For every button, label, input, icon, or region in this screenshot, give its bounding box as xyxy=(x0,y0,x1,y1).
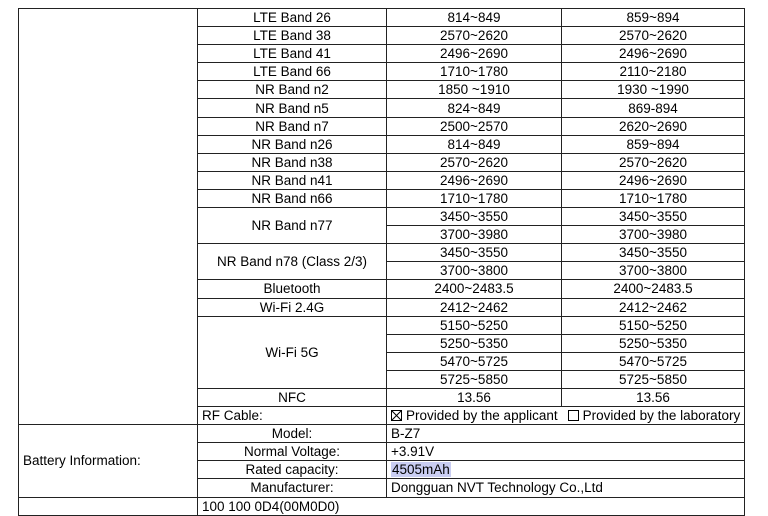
rf-cable-options xyxy=(387,407,745,425)
downlink-range: 3450~3550 xyxy=(562,244,745,262)
downlink-range: 5470~5725 xyxy=(562,352,745,370)
band-name: LTE Band 66 xyxy=(198,63,387,81)
partial-row xyxy=(19,497,745,515)
uplink-range: 13.56 xyxy=(387,388,562,406)
uplink-range: 3450~3550 xyxy=(387,244,562,262)
battery-field-value xyxy=(387,461,745,479)
band-name: LTE Band 38 xyxy=(198,27,387,45)
battery-value-text: Dongguan NVT Technology Co.,Ltd xyxy=(391,480,603,496)
battery-field-label: Rated capacity: xyxy=(198,461,387,479)
partial-value: 100 100 0D4(00M0D0) xyxy=(198,497,745,515)
uplink-range: 814~849 xyxy=(387,9,562,27)
band-name: NR Band n38 xyxy=(198,153,387,171)
uplink-range: 2570~2620 xyxy=(387,153,562,171)
uplink-range: 5725~5850 xyxy=(387,370,562,388)
downlink-range: 5725~5850 xyxy=(562,370,745,388)
downlink-range: 2400~2483.5 xyxy=(562,280,745,298)
rf-cable-label: RF Cable: xyxy=(198,407,387,425)
downlink-range: 5150~5250 xyxy=(562,316,745,334)
spec-table xyxy=(18,8,745,516)
downlink-range: 3700~3980 xyxy=(562,226,745,244)
downlink-range: 1710~1780 xyxy=(562,189,745,207)
uplink-range: 1710~1780 xyxy=(387,63,562,81)
downlink-range: 2110~2180 xyxy=(562,63,745,81)
band-name: NR Band n5 xyxy=(198,99,387,117)
rf-option-laboratory: Provided by the laboratory xyxy=(582,408,741,424)
downlink-range: 2570~2620 xyxy=(562,153,745,171)
downlink-range: 2412~2462 xyxy=(562,298,745,316)
downlink-range: 2496~2690 xyxy=(562,45,745,63)
band-name: LTE Band 41 xyxy=(198,45,387,63)
uplink-range: 2400~2483.5 xyxy=(387,280,562,298)
downlink-range: 869-894 xyxy=(562,99,745,117)
band-name: NR Band n26 xyxy=(198,135,387,153)
battery-field-value xyxy=(387,425,745,443)
band-name: NR Band n66 xyxy=(198,189,387,207)
downlink-range: 3450~3550 xyxy=(562,208,745,226)
uplink-range: 5150~5250 xyxy=(387,316,562,334)
uplink-range: 3700~3800 xyxy=(387,262,562,280)
uplink-range: 1710~1780 xyxy=(387,189,562,207)
checkbox-empty-icon[interactable] xyxy=(568,410,579,421)
band-name: NR Band n41 xyxy=(198,171,387,189)
downlink-range: 859~894 xyxy=(562,135,745,153)
battery-value-text: +3.91V xyxy=(391,444,435,460)
uplink-range: 824~849 xyxy=(387,99,562,117)
band-name: NR Band n77 xyxy=(198,208,387,244)
checkbox-checked-icon[interactable] xyxy=(391,410,402,421)
uplink-range: 5250~5350 xyxy=(387,334,562,352)
downlink-range: 2496~2690 xyxy=(562,171,745,189)
band-name: Bluetooth xyxy=(198,280,387,298)
band-name: NFC xyxy=(198,388,387,406)
uplink-range: 814~849 xyxy=(387,135,562,153)
downlink-range: 1930 ~1990 xyxy=(562,81,745,99)
uplink-range: 1850 ~1910 xyxy=(387,81,562,99)
uplink-range: 2412~2462 xyxy=(387,298,562,316)
downlink-range: 5250~5350 xyxy=(562,334,745,352)
battery-field-value xyxy=(387,479,745,497)
uplink-range: 2500~2570 xyxy=(387,117,562,135)
band-name: Wi-Fi 2.4G xyxy=(198,298,387,316)
band-name: Wi-Fi 5G xyxy=(198,316,387,388)
downlink-range: 2620~2690 xyxy=(562,117,745,135)
blank-category-cell xyxy=(19,9,198,425)
downlink-range: 2570~2620 xyxy=(562,27,745,45)
band-name: NR Band n2 xyxy=(198,81,387,99)
uplink-range: 2496~2690 xyxy=(387,45,562,63)
uplink-range: 3700~3980 xyxy=(387,226,562,244)
uplink-range: 2570~2620 xyxy=(387,27,562,45)
battery-value-text: B-Z7 xyxy=(391,426,421,442)
band-row xyxy=(19,9,745,27)
uplink-range: 3450~3550 xyxy=(387,208,562,226)
battery-info-label: Battery Information: xyxy=(19,425,198,497)
downlink-range: 13.56 xyxy=(562,388,745,406)
band-name: LTE Band 26 xyxy=(198,9,387,27)
battery-value-text: 4505mAh xyxy=(392,462,450,478)
battery-field-value xyxy=(387,443,745,461)
downlink-range: 3700~3800 xyxy=(562,262,745,280)
battery-row xyxy=(19,425,745,443)
uplink-range: 2496~2690 xyxy=(387,171,562,189)
rf-option-applicant: Provided by the applicant xyxy=(406,408,558,424)
downlink-range: 859~894 xyxy=(562,9,745,27)
battery-field-label: Normal Voltage: xyxy=(198,443,387,461)
battery-field-label: Manufacturer: xyxy=(198,479,387,497)
battery-field-label: Model: xyxy=(198,425,387,443)
band-name: NR Band n7 xyxy=(198,117,387,135)
uplink-range: 5470~5725 xyxy=(387,352,562,370)
band-name: NR Band n78 (Class 2/3) xyxy=(198,244,387,280)
partial-label-cell xyxy=(19,497,198,515)
